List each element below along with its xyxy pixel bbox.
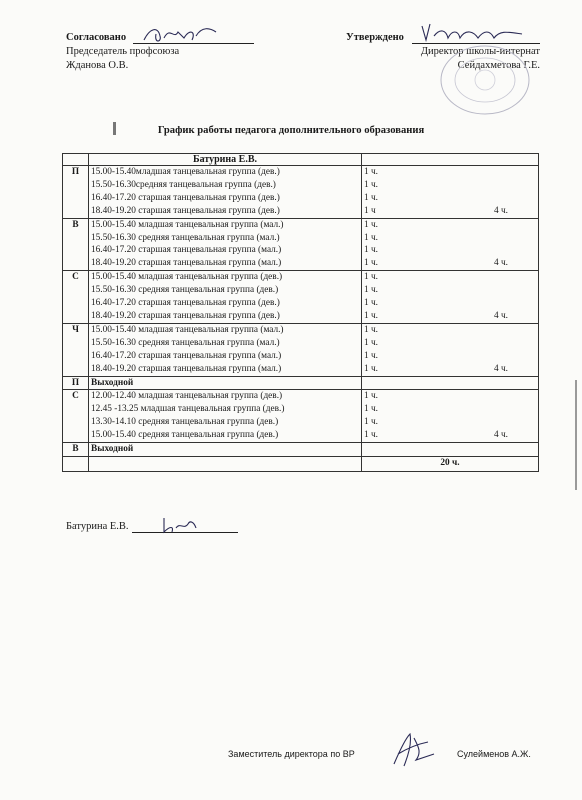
day-total-hours: 4 ч.	[494, 430, 508, 441]
lesson-hours: 1 ч	[364, 205, 376, 216]
activity-line: 15.00-15.40 средняя танцевальная группа (дев.)	[91, 430, 279, 441]
activity-line: 15.50-16.30 средняя танцевальная группа (мал.)	[91, 337, 280, 348]
hours-line	[364, 310, 536, 323]
approved-label: Утверждено	[346, 32, 404, 43]
footer-name: Сулейменов А.Ж.	[457, 749, 531, 759]
hours-line	[364, 257, 536, 270]
teacher-name: Батурина Е.В.	[89, 154, 362, 166]
hours-cell	[362, 443, 539, 457]
lesson-hours: 1 ч.	[364, 404, 378, 415]
day-letter: П	[63, 166, 89, 219]
hours-line	[364, 205, 536, 218]
hours-line	[364, 337, 536, 350]
activities-cell	[89, 218, 362, 271]
teacher-signature-name: Батурина Е.В.	[66, 521, 129, 532]
footer-signature	[388, 730, 438, 770]
lesson-hours: 1 ч.	[364, 350, 378, 361]
activity-line: 18.40-19.20 старшая танцевальная группа (дев.)	[91, 205, 280, 216]
lesson-hours: 1 ч.	[364, 258, 378, 269]
grand-total: 20 ч.	[440, 457, 460, 468]
hours-line	[364, 297, 536, 310]
hours-cell	[362, 323, 539, 376]
day-letter: П	[63, 376, 89, 390]
activity-line: 18.40-19.20 старшая танцевальная группа (дев.)	[91, 310, 280, 321]
footer-position: Заместитель директора по ВР	[228, 749, 355, 759]
document-title: График работы педагога дополнительного образования	[157, 125, 425, 136]
hours-line	[364, 271, 536, 284]
lesson-hours: 1 ч.	[364, 430, 378, 441]
agreed-position: Председатель профсоюза	[66, 46, 180, 57]
hours-line	[364, 179, 536, 192]
activity-line: 12.00-12.40 младшая танцевальная группа (дев.)	[91, 391, 283, 402]
lesson-hours: 1 ч.	[364, 363, 378, 374]
hours-line	[364, 390, 536, 403]
activity-line: 16.40-17.20 старшая танцевальная группа (дев.)	[91, 192, 280, 203]
lesson-hours: 1 ч.	[364, 417, 378, 428]
activity-line: 18.40-19.20 старшая танцевальная группа (мал.)	[91, 258, 282, 269]
day-row	[63, 323, 539, 376]
total-empty-cell	[63, 456, 89, 471]
lesson-hours: 1 ч.	[364, 272, 378, 283]
day-total-hours: 4 ч.	[494, 310, 508, 321]
day-row	[63, 443, 539, 457]
activity-line: 15.50-16.30 средняя танцевальная группа (мал.)	[91, 232, 280, 243]
hours-line	[364, 284, 536, 297]
activities-cell	[89, 271, 362, 324]
hours-line	[364, 429, 536, 442]
hours-cell	[362, 390, 539, 443]
hours-line	[364, 350, 536, 363]
activities-cell	[89, 166, 362, 219]
activity-line: 15.50-16.30 средняя танцевальная группа (дев.)	[91, 285, 279, 296]
day-total-hours: 4 ч.	[494, 205, 508, 216]
activity-line: 18.40-19.20 старшая танцевальная группа (мал.)	[91, 363, 282, 374]
lesson-hours: 1 ч.	[364, 192, 378, 203]
approved-position: Директор школы-интернат	[420, 46, 540, 57]
activities-cell	[89, 390, 362, 443]
day-off-label: Выходной	[91, 444, 134, 455]
hours-cell	[362, 218, 539, 271]
hours-line	[364, 324, 536, 337]
stamp-seal	[430, 40, 540, 120]
day-total-hours: 4 ч.	[494, 258, 508, 269]
day-letter: С	[63, 271, 89, 324]
activities-cell	[89, 323, 362, 376]
hours-line	[364, 192, 536, 205]
day-total-hours: 4 ч.	[494, 363, 508, 374]
hours-line	[364, 166, 536, 179]
lesson-hours: 1 ч.	[364, 232, 378, 243]
activity-line: 15.00-15.40 младшая танцевальная группа (дев.)	[91, 272, 283, 283]
hours-cell	[362, 376, 539, 390]
lesson-hours: 1 ч.	[364, 298, 378, 309]
lesson-hours: 1 ч.	[364, 179, 378, 190]
activity-line: 16.40-17.20 старшая танцевальная группа (дев.)	[91, 298, 280, 309]
day-row	[63, 271, 539, 324]
activity-line: 15.00-15.40 младшая танцевальная группа (мал.)	[91, 219, 284, 230]
agreed-signature	[140, 22, 220, 46]
hours-line	[364, 403, 536, 416]
day-letter: С	[63, 390, 89, 443]
hours-line	[364, 244, 536, 257]
table-header-row	[63, 154, 539, 166]
lesson-hours: 1 ч.	[364, 245, 378, 256]
lesson-hours: 1 ч.	[364, 310, 378, 321]
hours-line	[364, 219, 536, 232]
lesson-hours: 1 ч.	[364, 337, 378, 348]
activity-line: 16.40-17.20 старшая танцевальная группа (мал.)	[91, 245, 282, 256]
total-empty-cell	[89, 456, 362, 471]
hours-line	[364, 416, 536, 429]
activities-cell	[89, 443, 362, 457]
approved-name: Сейдахметова Г.Е.	[457, 60, 540, 71]
activity-line: 15.00-15.40младшая танцевальная группа (дев.)	[91, 167, 280, 177]
lesson-hours: 1 ч.	[364, 324, 378, 335]
day-letter: В	[63, 218, 89, 271]
agreed-label: Согласовано	[66, 32, 127, 43]
activity-line: 16.40-17.20 старшая танцевальная группа (мал.)	[91, 350, 282, 361]
activity-line: 13.30-14.10 средняя танцевальная группа (дев.)	[91, 417, 279, 428]
day-row	[63, 390, 539, 443]
grand-total-cell	[362, 456, 539, 471]
hours-cell	[362, 271, 539, 324]
day-letter: Ч	[63, 323, 89, 376]
activities-cell	[89, 376, 362, 390]
lesson-hours: 1 ч.	[364, 167, 378, 177]
schedule-table	[62, 153, 539, 472]
header-empty-cell	[63, 154, 89, 166]
hours-line	[364, 232, 536, 245]
activity-line: 12.45 -13.25 младшая танцевальная группа (дев.)	[91, 404, 285, 415]
day-off-label: Выходной	[91, 377, 134, 388]
day-row	[63, 376, 539, 390]
teacher-signature	[160, 514, 200, 536]
activity-line: 15.00-15.40 младшая танцевальная группа (мал.)	[91, 324, 284, 335]
grand-total-row	[63, 456, 539, 471]
lesson-hours: 1 ч.	[364, 285, 378, 296]
header-hours-cell	[362, 154, 539, 166]
day-row	[63, 218, 539, 271]
activity-line: 15.50-16.30средняя танцевальная группа (дев.)	[91, 179, 276, 190]
hours-cell	[362, 166, 539, 219]
hours-line	[364, 363, 536, 376]
day-letter: В	[63, 443, 89, 457]
lesson-hours: 1 ч.	[364, 391, 378, 402]
day-row	[63, 166, 539, 219]
scan-edge-mark	[575, 380, 577, 490]
lesson-hours: 1 ч.	[364, 219, 378, 230]
agreed-name: Жданова О.В.	[66, 60, 129, 71]
